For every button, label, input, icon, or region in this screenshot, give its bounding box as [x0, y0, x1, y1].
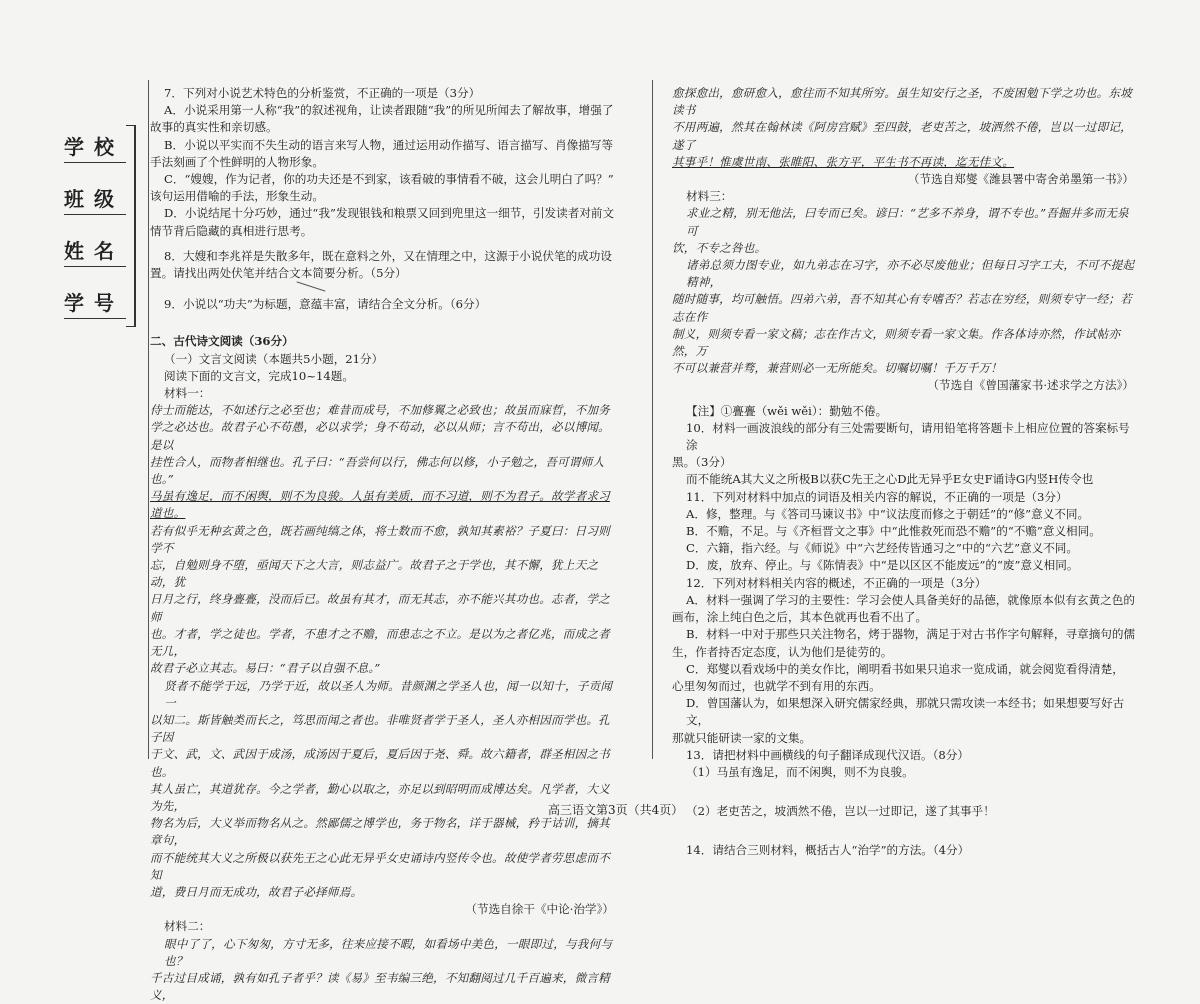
material1b-line: 物名为后，大义举而物名从之。然鄙儒之博学也，务于物名，详于器械，矜于诂训，摘其章句，: [150, 816, 610, 848]
material3-source: （节选自《曾国藩家书·述求学之方法》）: [927, 378, 1134, 393]
number-line: [64, 318, 126, 319]
school-label: 学校: [64, 135, 124, 159]
sidebar-bracket: [126, 125, 136, 327]
q10-line2: 黑。（3分）: [672, 455, 732, 470]
class-field[interactable]: [64, 183, 124, 215]
section2-title: 二、古代诗文阅读（36分）: [150, 334, 294, 349]
material1b-line: 于文、武，文、武因于成汤，成汤因于夏后，夏后因于尧、舜。故六籍者，群圣相因之书也。: [150, 747, 610, 779]
material1-line: 若有似乎无种玄黄之色，既若画纯缟之体，将士数而不愈，孰知其素裕？子夏曰：日习则学不: [150, 523, 610, 555]
section2-subtitle: （一）文言文阅读（本题共5小题，21分）: [164, 351, 384, 366]
q12-stem: 12．下列对材料相关内容的概述，不正确的一项是（3分）: [686, 575, 987, 590]
name-field[interactable]: [64, 235, 124, 267]
q7-option-c: C．“嫂嫂，作为记者，你的功夫还是不到家，该看破的事情看不破，这会儿明白了吗？”: [164, 172, 614, 187]
material1-line: 学之必达也。故君子心不苟愚，必以求学；身不苟动，必以从师；言不苟出，必以博闻。是以: [150, 420, 610, 452]
number-label: 学号: [64, 291, 124, 315]
material1b-line: 以知二。斯皆触类而长之，笃思而闻之者也。非唯贤者学于圣人，圣人亦相因而学也。孔子因: [150, 712, 610, 745]
q12-option-d-cont: 那就只能研读一家的文集。: [672, 730, 812, 745]
right-column: [672, 85, 1140, 860]
material2-cont-line: 其事乎！惟虞世南、张睢阳、张方平，平生书不再读，迄无佳文。: [672, 154, 1015, 169]
q11-option-a: A．修，整理。与《答司马谏议书》中“议法度而修之于朝廷”的“修”意义不同。: [686, 506, 1090, 521]
q11-option-b: B．不赡，不足。与《齐桓晋文之事》中“此惟救死而恐不赡”的“不赡”意义相同。: [686, 524, 1101, 539]
q10-line1: 10．材料一画波浪线的部分有三处需要断句，请用铅笔将答题卡上相应位置的答案标号涂: [686, 420, 1130, 453]
material1-line: 故君子必立其志。易曰：“君子以自强不息。”: [150, 661, 381, 676]
material1b-line: 其人虽亡，其道犹存。今之学者，勤心以取之，亦足以到昭明而成博达矣。凡学者，大义为先，: [150, 781, 610, 813]
q7-option-c-cont: 该句运用借喻的手法，形象生动。: [150, 189, 324, 204]
material2-cont-line: 不用两遍，然其在翰林读《阿房宫赋》至四鼓，老吏苦之，坡洒然不倦，岂以一过即记，遂了: [672, 120, 1132, 152]
material1-label: 材料一：: [164, 386, 211, 401]
material2-line: 千古过目成诵，孰有如孔子者乎？读《易》至韦编三绝，不知翻阅过几千百遍来，微言精义，: [150, 970, 610, 1003]
q11-stem: 11．下列对材料中加点的词语及相关内容的解说，不正确的一项是（3分）: [686, 489, 1068, 504]
q9: 9．小说以“功夫”为标题，意蕴丰富，请结合全文分析。（6分）: [164, 297, 487, 312]
q7-option-d: D．小说结尾十分巧妙，通过“我”发现银钱和粮票又回到兜里这一细节，引发读者对前文: [164, 206, 615, 221]
material2-cont-line: 愈探愈出，愈研愈入，愈往而不知其所穷。虽生知安行之圣，不废困勉下学之功也。东坡读书: [672, 86, 1132, 118]
q12-option-c: C．郑燮以看戏场中的美女作比，阐明看书如果只追求一览成诵，就会阅览看得清楚，: [686, 661, 1124, 676]
material3-line: 制义，则须专看一家文稿；志在作古文，则须专看一家文集。作各体诗亦然，作试帖亦然，万: [672, 326, 1121, 359]
q8-line2: 置。请找出两处伏笔并结合文本简要分析。（5分）: [150, 266, 407, 281]
section2-instructions: 阅读下面的文言文，完成10~14题。: [164, 368, 354, 383]
name-line: [64, 266, 126, 267]
q11-option-c: C．六籍，指六经。与《师说》中“六艺经传皆通习之”中的“六艺”意义不同。: [686, 541, 1078, 556]
material1-line: 侍士而能达，不如述行之必至也；难昔而成号，不加修翼之必致也；故虽而寐哲，不加务: [150, 403, 610, 418]
material1-source: （节选自徐干《中论·治学》）: [465, 902, 614, 917]
q12-option-d: D．曾国藩认为，如果想深入研究儒家经典，那就只需攻读一本经书；如果想要写好古文，: [686, 696, 1125, 728]
material3-line: 随时随事，均可触悟。四弟六弟，吾不知其心有专嗜否？若志在穷经，则须专守一经；若志在作: [672, 292, 1132, 324]
q13-item1: （1）马虽有逸足，而不闲舆，则不为良骏。: [686, 764, 914, 779]
q14: 14．请结合三则材料，概括古人“治学”的方法。（4分）: [686, 843, 970, 858]
material3-line: 不可以兼营并骛，兼营则必一无所能矣。切嘱切嘱！千万千万！: [672, 361, 1003, 376]
q7-option-d-cont: 情节背后隐藏的真相进行思考。: [150, 223, 313, 238]
material3-passage: [672, 205, 1140, 377]
school-line: [64, 162, 126, 163]
q13-item2: （2）老吏苦之，坡洒然不倦，岂以一过即记，遂了其事乎！: [686, 804, 995, 819]
student-info-box: [60, 125, 136, 325]
q12-option-a-cont: 画布，涂上纯白色之后，其本色就再也看不出了。: [672, 610, 928, 625]
material2-label: 材料二：: [164, 919, 211, 934]
q11-option-d: D．废，放弃、停止。与《陈情表》中“是以区区不能废远”的“废”意义相同。: [686, 558, 1079, 573]
q13-stem: 13．请把材料中画横线的句子翻译成现代汉语。（8分）: [686, 747, 969, 762]
material3-line: 饮，不专之咎也。: [672, 240, 767, 255]
q7-option-a: A．小说采用第一人称“我”的叙述视角，让读者跟随“我”的所见所闻去了解故事，增强了: [164, 103, 614, 118]
material1-passage: [150, 402, 620, 901]
material1b-line: 道，费日月而无成功，故君子必择师焉。: [150, 884, 363, 899]
class-line: [64, 214, 126, 215]
class-label: 班级: [64, 187, 124, 211]
column-divider: [652, 80, 653, 759]
page-footer: 高三语文第3页（共4页）: [548, 803, 684, 817]
q8-line1: 8．大嫂和李兆祥是失散多年，既在意料之外，又在情理之中，这源于小说伏笔的成功设: [164, 248, 612, 263]
name-label: 姓名: [64, 239, 124, 263]
q7-option-b-cont: 手法刻画了个性鲜明的人物形象。: [150, 154, 324, 169]
material3-line: 求业之精，别无他法，曰专而已矣。谚曰：“艺多不养身，谓不专也。”吾掘井多而无泉可: [686, 206, 1129, 238]
school-field[interactable]: [64, 131, 124, 163]
material1-line: 忘，自勉则身不堕，亟闻天下之大言，则志益广。故君子之于学也，其不懈，犹上天之动，犹: [150, 558, 599, 590]
q7-option-a-cont: 故事的真实性和亲切感。: [150, 120, 278, 135]
material3-label: 材料三：: [686, 189, 733, 204]
q7-stem: 7．下列对小说艺术特色的分析鉴赏，不正确的一项是（3分）: [164, 86, 481, 100]
material1b-line: 贤者不能学于远，乃学于近，故以圣人为师。昔颜渊之学圣人也，闻一以知十，子贡闻一: [164, 678, 613, 710]
material1b-line: 而不能统其大义之所极以获先王之心此无异乎女史诵诗内竖传令也。故使学者劳思虑而不知: [150, 850, 610, 882]
q10-sentence: 而不能统A其大义之所极B以获C先王之心D此无异乎E女史F诵诗G内竖H传令也: [686, 472, 1094, 487]
annotation-note: 【注】①亹亹（wěi wěi）：勤勉不倦。: [686, 403, 888, 418]
q12-option-b-cont: 生，作者持否定态度，认为他们是徒劳的。: [672, 644, 893, 659]
material3-line: 诸弟总须力图专业，如九弟志在习字，亦不必尽废他业；但每日习字工夫，不可不提起精神，: [686, 258, 1135, 290]
material1-line: 日月之行，终身亹亹，没而后已。故虽有其才，而无其志，亦不能兴其功也。志者，学之师: [150, 592, 610, 624]
q12-option-c-cont: 心里匆匆而过，也就学不到有用的东西。: [672, 678, 881, 693]
material2-passage: [150, 936, 620, 1004]
q7-option-b: B．小说以平实而不失生动的语言来写人物，通过运用动作描写、语言描写、肖像描写等: [164, 137, 614, 152]
material2-passage-cont: [672, 85, 1140, 171]
material1-line: 也。才者，学之徒也。学者，不患才之不赡，而患志之不立。是以为之者亿兆，而成之者无几，: [150, 626, 610, 659]
material1-line: 马虽有逸足，而不闲舆，则不为良骏。人虽有美质，而不习道，则不为君子。故学者求习道也。: [150, 489, 610, 521]
binding-line: [148, 80, 149, 759]
material2-line: 眼中了了，心下匆匆，方寸无多，往来应接不暇，如看场中美色，一眼即过，与我何与也？: [164, 936, 613, 968]
number-field[interactable]: [64, 287, 124, 319]
q12-option-a: A．材料一强调了学习的主要性：学习会使人具备美好的品德，就像原本似有玄黄之色的: [686, 592, 1135, 607]
left-column: [150, 85, 620, 1004]
q12-option-b: B．材料一中对于那些只关注物名，烤于器物，满足于对古书作字句解释，寻章摘句的儒: [686, 627, 1136, 642]
material1-line: 挂性合人，而物者相继也。孔子曰：“吾尝何以行，佛志何以修，小子勉之，吾可谓师人也。”: [150, 454, 605, 487]
material2-source: （节选自郑燮《潍县署中寄舍弟墨第一书》）: [907, 172, 1134, 187]
